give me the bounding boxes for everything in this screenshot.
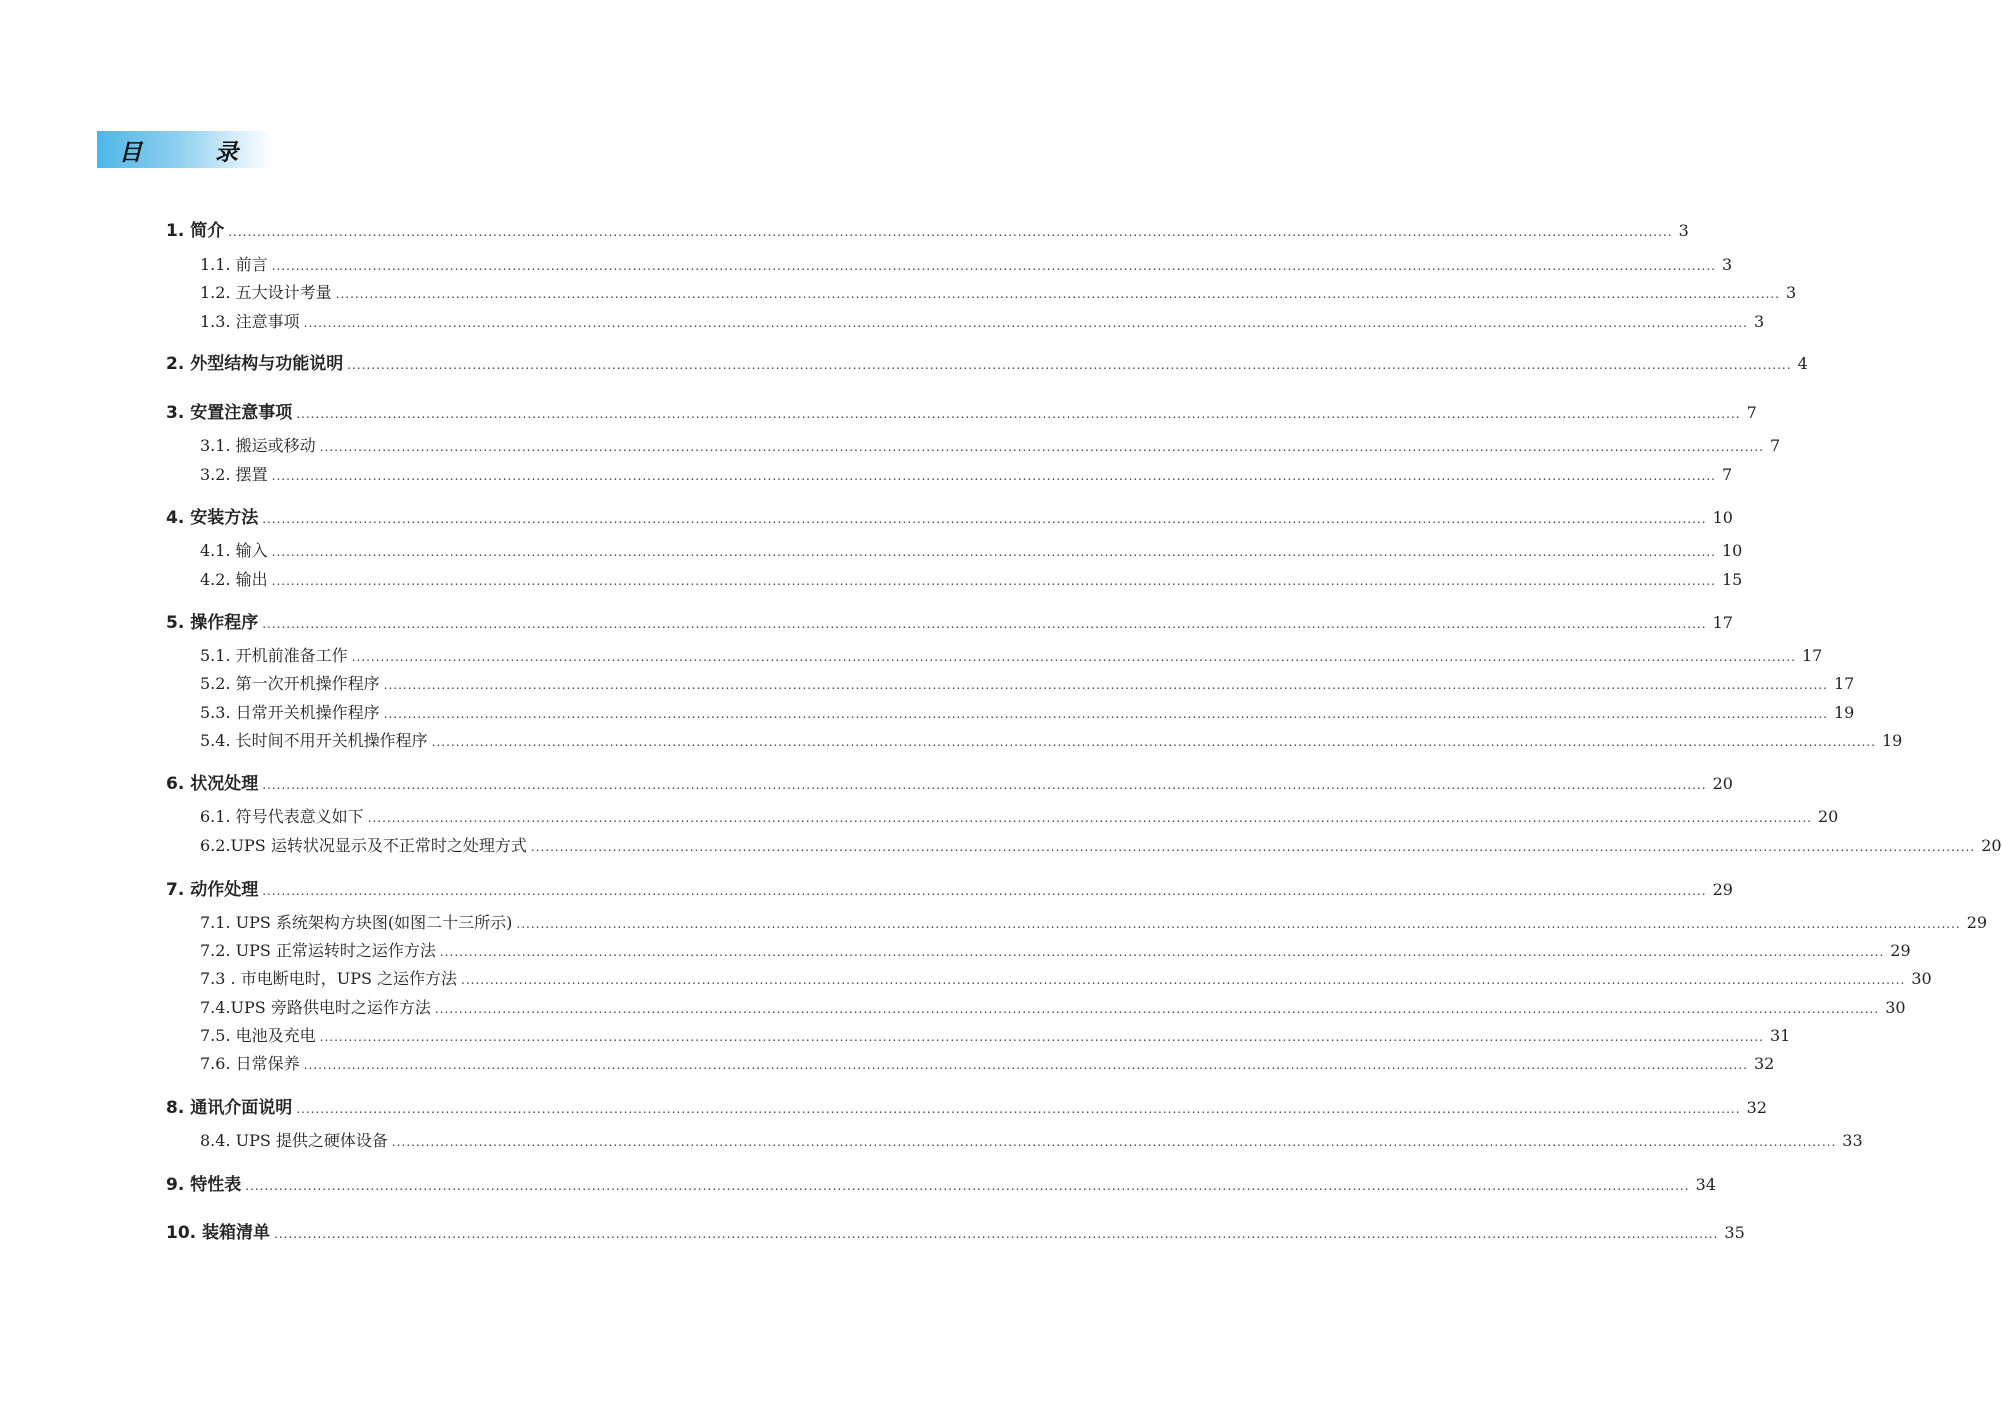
dot-leader: ............................................................................................................................................................................................................................................................................................................ (516, 917, 1961, 931)
toc-entry-page: 34 (1695, 1175, 1716, 1194)
toc-entry-label: 7.1. UPS 系统架构方块图(如图二十三所示) (200, 913, 513, 932)
toc-entry-3[interactable] (166, 398, 1757, 424)
toc-entry-page: 32 (1753, 1054, 1775, 1073)
dot-leader: ............................................................................................................................................................................................................................................................................................................ (530, 840, 1976, 854)
toc-entry-label: 5.3. 日常开关机操作程序 (200, 703, 380, 722)
dot-leader: ............................................................................................................................................................................................................................................................................................................ (383, 707, 1828, 721)
toc-entry-9[interactable] (166, 1170, 1716, 1196)
dot-leader: ............................................................................................................................................................................................................................................................................................................ (296, 407, 1741, 421)
dot-leader: ............................................................................................................................................................................................................................................................................................................ (271, 545, 1716, 559)
toc-entry-page: 3 (1678, 221, 1689, 240)
toc-entry-page: 17 (1712, 613, 1733, 632)
toc-entry-label: 5.1. 开机前准备工作 (200, 646, 348, 665)
dot-leader: ............................................................................................................................................................................................................................................................................................................ (303, 1058, 1748, 1072)
dot-leader: ............................................................................................................................................................................................................................................................................................................ (383, 678, 1828, 692)
toc-entry-3-2[interactable] (200, 462, 1733, 488)
dot-leader: ............................................................................................................................................................................................................................................................................................................ (434, 1002, 1880, 1016)
dot-leader: ............................................................................................................................................................................................................................................................................................................ (431, 735, 1876, 749)
toc-entry-label: 7.3 . 市电断电时，UPS 之运作方法 (200, 969, 458, 988)
dot-leader: ............................................................................................................................................................................................................................................................................................................ (367, 811, 1812, 825)
toc-entry-6-2[interactable] (200, 833, 2002, 859)
toc-entry-7-6[interactable] (200, 1051, 1775, 1077)
toc-title-char-1: 目 (119, 140, 142, 166)
toc-entry-4-1[interactable] (200, 538, 1743, 564)
toc-entry-label: 1.1. 前言 (200, 255, 268, 274)
toc-entry-10[interactable] (166, 1218, 1745, 1244)
toc-entry-8[interactable] (166, 1093, 1767, 1119)
toc-entry-page: 20 (1981, 836, 2002, 855)
dot-leader: ............................................................................................................................................................................................................................................................................................................ (271, 469, 1716, 483)
toc-entry-page: 17 (1801, 646, 1823, 665)
dot-leader: ............................................................................................................................................................................................................................................................................................................ (262, 512, 1707, 526)
toc-entry-3-1[interactable] (200, 433, 1781, 459)
toc-entry-page: 35 (1724, 1223, 1745, 1242)
toc-entry-page: 10 (1712, 508, 1733, 527)
dot-leader: ............................................................................................................................................................................................................................................................................................................ (271, 259, 1716, 273)
toc-entry-page: 3 (1721, 255, 1733, 274)
toc-entry-page: 3 (1753, 312, 1765, 331)
toc-entry-page: 15 (1721, 570, 1743, 589)
toc-entry-page: 29 (1712, 880, 1733, 899)
toc-entry-label: 3.1. 搬运或移动 (200, 436, 316, 455)
toc-entry-label: 1.3. 注意事项 (200, 312, 300, 331)
toc-entry-page: 4 (1797, 354, 1808, 373)
toc-entry-1-3[interactable] (200, 309, 1765, 335)
dot-leader: ............................................................................................................................................................................................................................................................................................................ (274, 1227, 1719, 1241)
dot-leader: ............................................................................................................................................................................................................................................................................................................ (335, 287, 1780, 301)
toc-entry-label: 7. 动作处理 (166, 880, 259, 900)
toc-entry-7-4[interactable] (200, 995, 1906, 1021)
dot-leader: ............................................................................................................................................................................................................................................................................................................ (319, 440, 1764, 454)
toc-entry-5-1[interactable] (200, 643, 1823, 669)
toc-entry-label: 4.1. 输入 (200, 541, 268, 560)
dot-leader: ............................................................................................................................................................................................................................................................................................................ (296, 1102, 1741, 1116)
toc-entry-page: 20 (1817, 807, 1839, 826)
toc-entry-page: 17 (1833, 674, 1855, 693)
dot-leader: ............................................................................................................................................................................................................................................................................................................ (319, 1030, 1764, 1044)
toc-entry-label: 1.2. 五大设计考量 (200, 283, 332, 302)
toc-entry-5[interactable] (166, 608, 1733, 634)
toc-entry-1-1[interactable] (200, 252, 1733, 278)
dot-leader: ............................................................................................................................................................................................................................................................................................................ (262, 884, 1707, 898)
toc-entry-label: 4.2. 输出 (200, 570, 268, 589)
toc-entry-label: 7.2. UPS 正常运转时之运作方法 (200, 941, 436, 960)
toc-entry-label: 5. 操作程序 (166, 613, 259, 633)
dot-leader: ............................................................................................................................................................................................................................................................................................................ (303, 316, 1748, 330)
toc-entry-2[interactable] (166, 349, 1808, 375)
dot-leader: ............................................................................................................................................................................................................................................................................................................ (347, 358, 1792, 372)
toc-entry-label: 3. 安置注意事项 (166, 403, 293, 423)
toc-entry-label: 10. 装箱清单 (166, 1223, 271, 1243)
toc-entry-page: 29 (1890, 941, 1911, 960)
dot-leader: ............................................................................................................................................................................................................................................................................................................ (351, 650, 1796, 664)
toc-entry-label: 6.2.UPS 运转状况显示及不正常时之处理方式 (200, 836, 527, 855)
toc-entry-label: 6.1. 符号代表意义如下 (200, 807, 364, 826)
toc-entry-page: 29 (1966, 913, 1988, 932)
toc-entry-page: 20 (1712, 774, 1733, 793)
toc-entry-7-1[interactable] (200, 910, 1988, 936)
toc-entry-7-3[interactable] (200, 966, 1932, 992)
toc-entry-page: 7 (1746, 403, 1757, 422)
toc-entry-1[interactable] (166, 216, 1689, 242)
dot-leader: ............................................................................................................................................................................................................................................................................................................ (228, 225, 1673, 239)
toc-entry-8-4[interactable] (200, 1128, 1863, 1154)
toc-entry-page: 7 (1721, 465, 1733, 484)
toc-entry-1-2[interactable] (200, 280, 1797, 306)
dot-leader: ............................................................................................................................................................................................................................................................................................................ (391, 1135, 1837, 1149)
toc-entry-page: 7 (1769, 436, 1781, 455)
dot-leader: ............................................................................................................................................................................................................................................................................................................ (262, 778, 1707, 792)
toc-entry-label: 8. 通讯介面说明 (166, 1098, 293, 1118)
toc-entry-page: 30 (1911, 969, 1932, 988)
toc-entry-6[interactable] (166, 769, 1733, 795)
toc-entry-page: 10 (1721, 541, 1743, 560)
dot-leader: ............................................................................................................................................................................................................................................................................................................ (271, 574, 1716, 588)
toc-entry-page: 19 (1833, 703, 1855, 722)
toc-entry-6-1[interactable] (200, 804, 1839, 830)
toc-entry-label: 7.6. 日常保养 (200, 1054, 300, 1073)
dot-leader: ............................................................................................................................................................................................................................................................................................................ (461, 973, 1906, 987)
toc-entry-4-2[interactable] (200, 567, 1743, 593)
toc-entry-7-2[interactable] (200, 938, 1911, 964)
toc-entry-label: 6. 状况处理 (166, 774, 259, 794)
toc-entry-5-3[interactable] (200, 700, 1855, 726)
toc-entry-label: 7.5. 电池及充电 (200, 1026, 316, 1045)
toc-entry-7[interactable] (166, 875, 1733, 901)
toc-entry-label: 9. 特性表 (166, 1175, 242, 1195)
toc-entry-label: 3.2. 摆置 (200, 465, 268, 484)
toc-entry-7-5[interactable] (200, 1023, 1791, 1049)
toc-entry-page: 3 (1785, 283, 1797, 302)
toc-entry-page: 32 (1746, 1098, 1767, 1117)
toc-entry-page: 33 (1842, 1131, 1863, 1150)
toc-entry-label: 2. 外型结构与功能说明 (166, 354, 344, 374)
dot-leader: ............................................................................................................................................................................................................................................................................................................ (262, 617, 1707, 631)
toc-entry-label: 7.4.UPS 旁路供电时之运作方法 (200, 998, 431, 1017)
toc-title-char-2: 录 (215, 140, 238, 166)
toc-entry-5-2[interactable] (200, 671, 1855, 697)
toc-entry-label: 1. 简介 (166, 221, 225, 241)
toc-entry-page: 19 (1881, 731, 1903, 750)
toc-entry-label: 5.2. 第一次开机操作程序 (200, 674, 380, 693)
toc-entry-label: 8.4. UPS 提供之硬体设备 (200, 1131, 388, 1150)
toc-title-banner (97, 131, 273, 168)
toc-entry-page: 30 (1885, 998, 1906, 1017)
toc-entry-label: 5.4. 长时间不用开关机操作程序 (200, 731, 428, 750)
toc-entry-label: 4. 安装方法 (166, 508, 259, 528)
dot-leader: ............................................................................................................................................................................................................................................................................................................ (245, 1179, 1690, 1193)
toc-entry-page: 31 (1769, 1026, 1791, 1045)
dot-leader: ............................................................................................................................................................................................................................................................................................................ (439, 945, 1885, 959)
toc-entry-4[interactable] (166, 503, 1733, 529)
toc-entry-5-4[interactable] (200, 728, 1903, 754)
